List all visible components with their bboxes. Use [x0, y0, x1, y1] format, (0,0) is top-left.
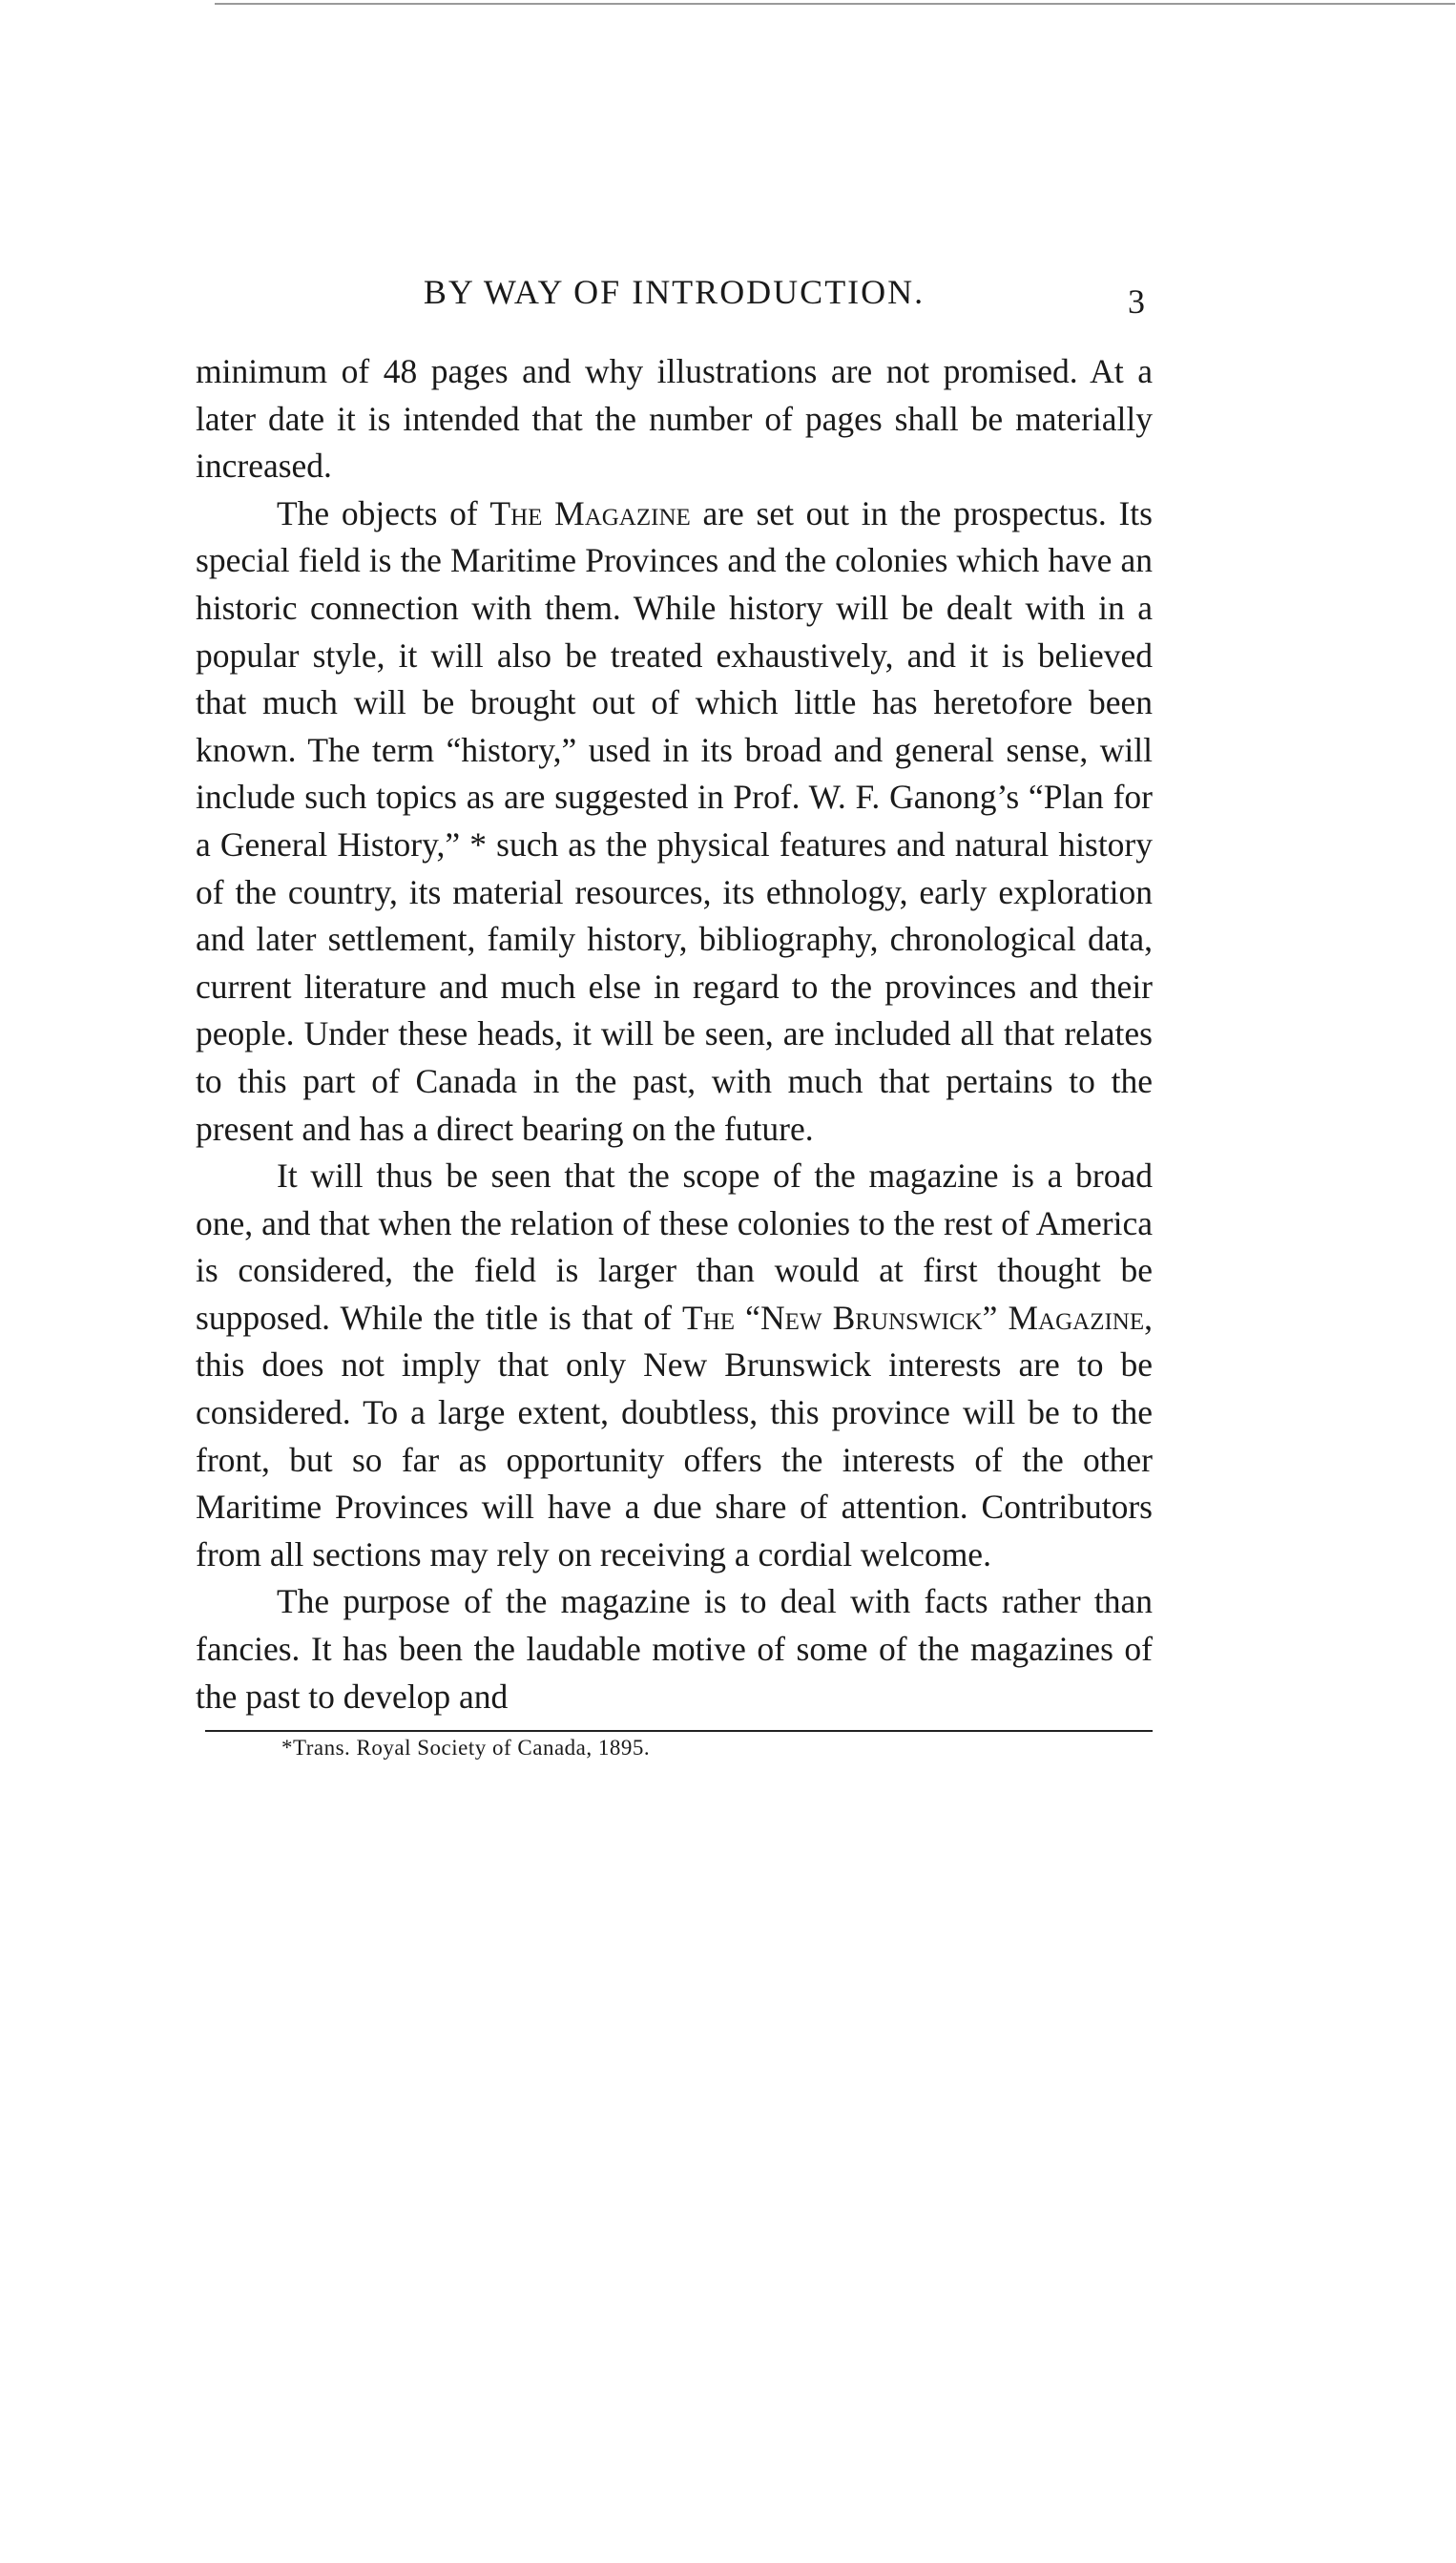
top-edge-rule	[215, 3, 1455, 5]
paragraph	[196, 1578, 1153, 1720]
paragraph-text: minimum of 48 pages and why illustrations are not promised. At a later date it is intended that the number of pages shall be materially increased.	[196, 352, 1153, 486]
paragraph-text: The purpose of the magazine is to deal with facts rather than fancies. It has been the laudable motive of some of the magazines of the past to develop and	[196, 1582, 1153, 1716]
page-number: 3	[1128, 282, 1145, 321]
running-title: BY WAY OF INTRODUCTION.	[423, 273, 926, 311]
paragraph-text: , this does not imply that only New Brunswick interests are to be considered. To a large extent, doubtless, this province will be to the front, but so far as opportunity offers the interests of the other Maritime Provinces will have a due share of attention. Contributors from all sections may rely on receiving a cordial welcome.	[196, 1298, 1153, 1573]
paragraph	[196, 348, 1153, 490]
magazine-title-text: The Magazine	[489, 493, 691, 532]
book-page	[196, 272, 1153, 1761]
footnote-rule	[205, 1730, 1153, 1732]
paragraph	[196, 490, 1153, 1153]
paragraph	[196, 1153, 1153, 1578]
body-text	[196, 348, 1153, 1720]
paragraph-text: are set out in the prospectus. Its special field is the Maritime Provinces and the colonies which have an historic connection with them. While history will be dealt with in a popular style, it will also be treated exhaustively, and it is believed that much will be brought out of which little has heretofore been known. The term “history,” used in its broad and general sense, will include such topics as are suggested in Prof. W. F. Ganong’s “Plan for a General History,” * such as the physical features and natural history of the country, its material resources, its ethnology, early exploration and later settlement, family history, bibliography, chronological data, current literature and much else in regard to the provinces and their people. Under these heads, it will be seen, are included all that relates to this part of Canada in the past, with much that pertains to the present and has a direct bearing on the future.	[196, 493, 1153, 1148]
footnote: *Trans. Royal Society of Canada, 1895.	[281, 1736, 651, 1761]
footnote-area	[196, 1730, 1153, 1761]
paragraph-text: It will thus be seen that the scope of the magazine is a broad one, and that when the relation of these colonies to the rest of America is considered, the field is larger than would at first thought be supposed. While the title is that of	[196, 1156, 1153, 1337]
magazine-title-text: The “New Brunswick” Magazine	[682, 1298, 1145, 1337]
running-head	[196, 272, 1153, 329]
paragraph-text: The objects of	[277, 493, 490, 532]
